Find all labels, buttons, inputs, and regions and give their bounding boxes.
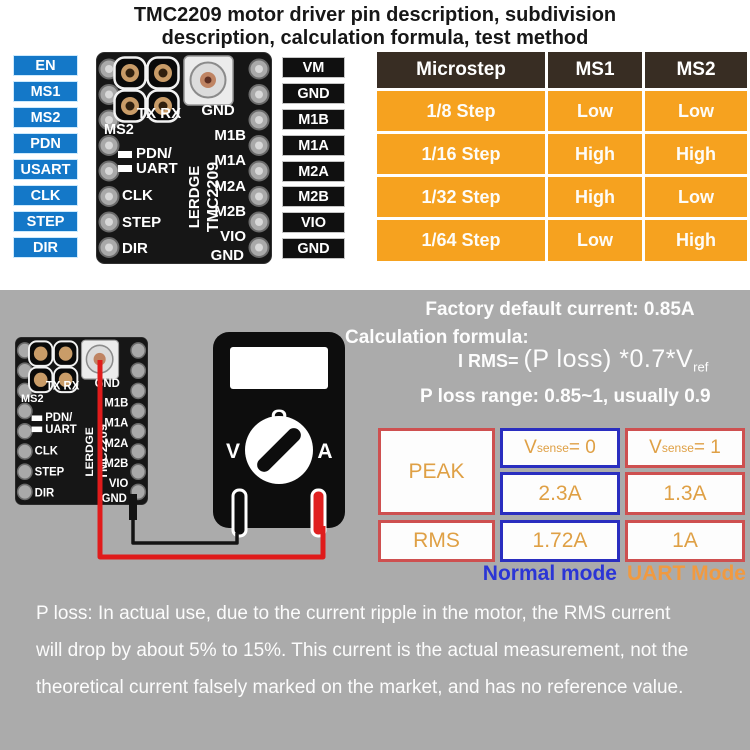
table-cell: Low	[548, 91, 642, 131]
pin-label-m1a: M1A	[282, 135, 345, 156]
microstep-header: Microstep	[377, 52, 545, 88]
svg-text:M2B: M2B	[104, 456, 129, 471]
svg-text:GND: GND	[94, 376, 120, 390]
table-cell: 1/8 Step	[377, 91, 545, 131]
pin-label-vio: VIO	[282, 212, 345, 233]
pin-label-pdn: PDN	[13, 133, 78, 154]
calculation-formula-label: Calculation formula:	[345, 327, 529, 348]
svg-text:PDN/: PDN/	[45, 410, 73, 425]
pin-label-vm: VM	[282, 57, 345, 78]
svg-text:STEP: STEP	[34, 465, 65, 479]
svg-text:GND: GND	[210, 247, 244, 264]
rms-vsense1-value: 1A	[625, 520, 745, 562]
table-cell: High	[645, 134, 747, 174]
pin-label-en: EN	[13, 55, 78, 76]
test-method-panel	[0, 290, 750, 750]
svg-text:PDN/: PDN/	[136, 145, 172, 162]
pin-label-m2a: M2A	[282, 161, 345, 182]
driver-board-image-small	[15, 337, 148, 505]
pin-label-step: STEP	[13, 211, 78, 232]
vsense0-header: V sense = 0	[500, 428, 620, 468]
svg-text:M2A: M2A	[214, 178, 246, 195]
peak-vsense1-value: 1.3A	[625, 472, 745, 515]
table-cell: 1/16 Step	[377, 134, 545, 174]
svg-text:M1B: M1B	[214, 127, 246, 144]
svg-text:M1B: M1B	[104, 396, 129, 410]
formula-subscript: ref	[693, 359, 709, 375]
trimpot-icon	[184, 56, 233, 105]
svg-text:LERDGE: LERDGE	[186, 165, 203, 229]
trimpot-icon	[82, 340, 119, 379]
table-cell: High	[548, 134, 642, 174]
pin-label-dir: DIR	[13, 237, 78, 258]
page-title	[0, 4, 750, 50]
page-title-line1: TMC2209 motor driver pin description, subdivision	[133, 4, 617, 26]
svg-text:MS2: MS2	[104, 122, 134, 138]
svg-text:M2A: M2A	[104, 436, 129, 451]
page-title-line2: description, calculation formula, test method	[161, 27, 589, 49]
formula-rhs: (P loss) *0.7*V	[523, 345, 694, 373]
peak-row-header: PEAK	[378, 428, 495, 515]
pin-label-m2b: M2B	[282, 186, 345, 207]
microstep-table	[377, 52, 747, 261]
rms-formula	[458, 345, 708, 375]
svg-text:M1A: M1A	[214, 152, 246, 169]
svg-text:TMC2209: TMC2209	[96, 424, 111, 480]
ms2-header: MS2	[645, 52, 747, 88]
probe-black	[233, 490, 246, 536]
pin-label-clk: CLK	[13, 185, 78, 206]
table-cell: High	[645, 220, 747, 261]
pin-label-gnd2: GND	[282, 238, 345, 259]
svg-text:DIR: DIR	[34, 486, 55, 500]
svg-text:TX RX: TX RX	[136, 105, 182, 122]
driver-board-image	[96, 52, 272, 264]
pin-label-usart: USART	[13, 159, 78, 180]
p-loss-footnote: P loss: In actual use, due to the current ripple in the motor, the RMS current will drop by about 5% to 15%. This current is the actual measurement, not the theoretical current falsely marked on the market, and has no reference value.	[36, 603, 689, 698]
svg-text:CLK: CLK	[34, 444, 58, 458]
normal-mode-label: Normal mode	[482, 562, 617, 585]
uart-mode-label: UART Mode	[627, 562, 746, 585]
svg-text:V: V	[225, 440, 241, 463]
svg-text:DIR: DIR	[122, 240, 148, 257]
rms-vsense0-value: 1.72A	[500, 520, 620, 562]
svg-text:M1A: M1A	[104, 416, 129, 430]
peak-vsense0-value: 2.3A	[500, 472, 620, 515]
svg-text:VIO: VIO	[108, 476, 129, 490]
svg-text:TMC2209: TMC2209	[205, 161, 222, 233]
pin-label-ms1: MS1	[13, 81, 78, 102]
pin-label-gnd: GND	[282, 83, 345, 104]
multimeter-image	[213, 332, 345, 542]
multimeter-display	[230, 347, 328, 389]
p-loss-range-text: P loss range: 0.85~1, usually 0.9	[420, 386, 711, 407]
svg-text:TX RX: TX RX	[45, 379, 80, 393]
svg-text:MS2: MS2	[21, 392, 44, 406]
svg-text:M2B: M2B	[214, 203, 246, 220]
svg-text:VIO: VIO	[220, 228, 246, 245]
pin-label-m1b: M1B	[282, 109, 345, 130]
svg-text:LERDGE: LERDGE	[83, 427, 96, 477]
formula-lhs: I RMS=	[458, 351, 519, 371]
svg-text:GND: GND	[201, 102, 235, 119]
factory-default-current-text: Factory default current: 0.85A	[425, 299, 695, 320]
table-cell: Low	[548, 220, 642, 261]
table-cell: Low	[645, 91, 747, 131]
ms1-header: MS1	[548, 52, 642, 88]
svg-text:UART: UART	[136, 160, 178, 177]
vsense1-header: V sense = 1	[625, 428, 745, 468]
pin-label-ms2: MS2	[13, 107, 78, 128]
table-cell: 1/64 Step	[377, 220, 545, 261]
svg-text:A: A	[317, 440, 333, 463]
rms-row-header: RMS	[378, 520, 495, 562]
svg-text:Ω: Ω	[270, 406, 288, 429]
svg-text:UART: UART	[45, 422, 77, 436]
table-cell: 1/32 Step	[377, 177, 545, 217]
table-cell: Low	[645, 177, 747, 217]
table-cell: High	[548, 177, 642, 217]
mode-legend	[483, 562, 746, 586]
svg-text:GND: GND	[101, 491, 127, 505]
svg-text:CLK: CLK	[122, 187, 153, 204]
probe-red	[312, 490, 325, 536]
svg-text:STEP: STEP	[122, 214, 162, 231]
